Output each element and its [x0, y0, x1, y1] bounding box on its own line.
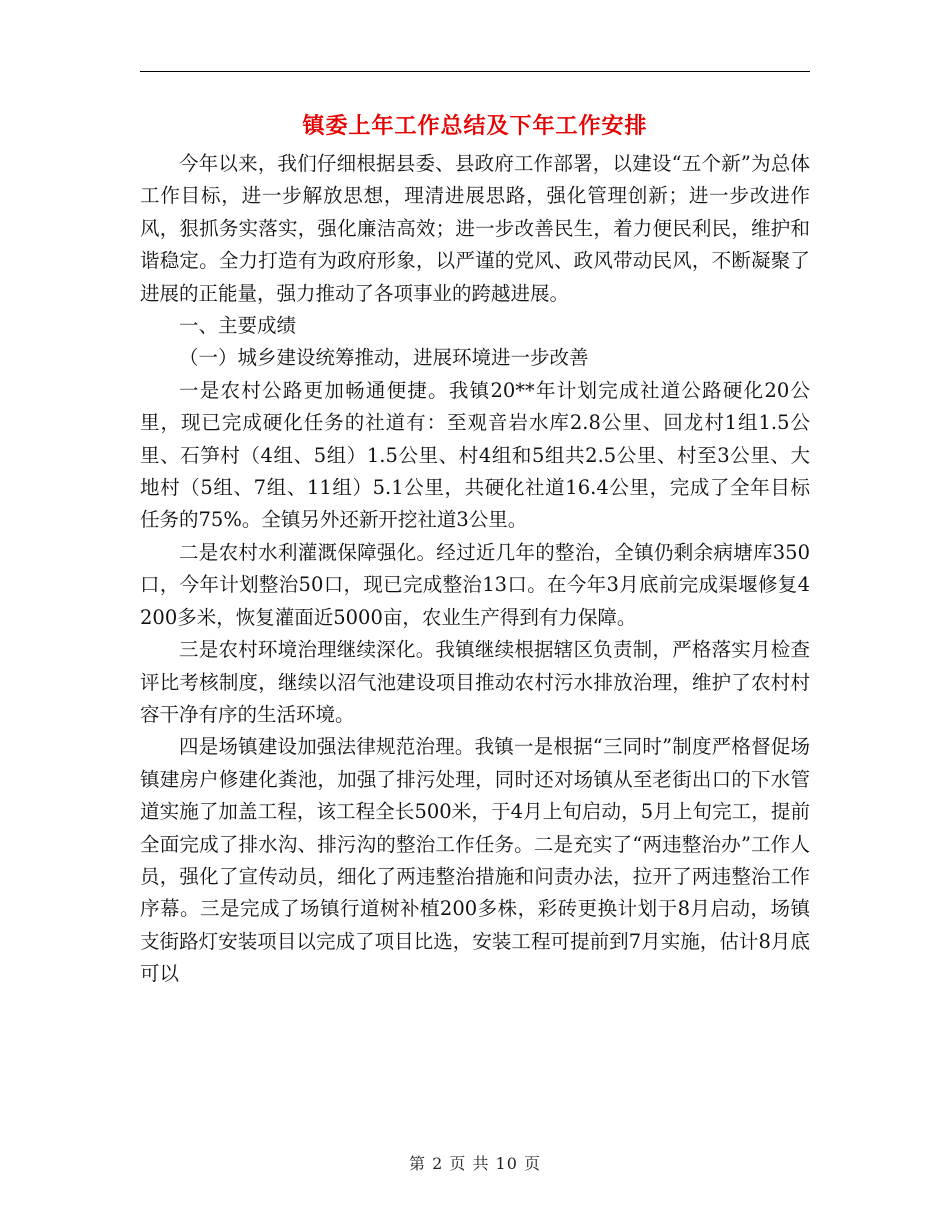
- document-title: 镇委上年工作总结及下年工作安排: [302, 113, 648, 139]
- paragraph-roads: 一是农村公路更加畅通便捷。我镇20**年计划完成社道公路硬化20公里，现已完成硬化任务的社道有：至观音岩水库2.8公里、回龙村1组1.5公里、石笋村（4组、5组）1.5公里、村4组和5组共2.5公里、村至3公里、大地村（5组、7组、11组）5.1公里，共硬化社道16.4公里，完成了全年目标任务的75%。全镇另外还新开挖社道3公里。: [140, 378, 810, 532]
- paragraph-environment: 三是农村环境治理继续深化。我镇继续根据辖区负责制，严格落实月检查评比考核制度，继续以沼气池建设项目推动农村污水排放治理，维护了农村村容干净有序的生活环境。: [140, 638, 810, 726]
- section-heading: 一、主要成绩: [179, 314, 297, 338]
- paragraph-irrigation: 二是农村水利灌溉保障强化。经过近几年的整治，全镇仍剩余病塘库350口，今年计划整治50口，现已完成整治13口。在今年3月底前完成渠堰修复4200多米，恢复灌面近5000亩，农业生产得到有力保障。: [140, 540, 810, 629]
- paragraph-town-construction: 四是场镇建设加强法律规范治理。我镇一是根据“三同时”制度严格督促场镇建房户修建化粪池，加强了排污处理，同时还对场镇从至老街出口的下水管道实施了加盖工程，该工程全长500米，于4月上旬启动，5月上旬完工，提前全面完成了排水沟、排污沟的整治工作任务。二是充实了“两违整治办”工作人员，强化了宣传动员，细化了两违整治措施和问责办法，拉开了两违整治工作序幕。三是完成了场镇行道树补植200多株，彩砖更换计划于8月启动，场镇支街路灯安装项目以完成了项目比选，安装工程可提前到7月实施，估计8月底可以: [140, 735, 810, 986]
- document-body: [140, 148, 810, 991]
- page-footer: 第 2 页 共 10 页: [409, 1154, 541, 1173]
- subsection-heading: （一）城乡建设统筹推动，进展环境进一步改善: [179, 346, 589, 370]
- paragraph-intro: 今年以来，我们仔细根据县委、县政府工作部署，以建设“五个新”为总体工作目标，进一步解放思想，理清进展思路，强化管理创新；进一步改进作风，狠抓务实落实，强化廉洁高效；进一步改善民生，着力便民利民，维护和谐稳定。全力打造有为政府形象，以严谨的党风、政风带动民风，不断凝聚了进展的正能量，强力推动了各项事业的跨越进展。: [140, 152, 810, 305]
- header-rule: [140, 71, 810, 72]
